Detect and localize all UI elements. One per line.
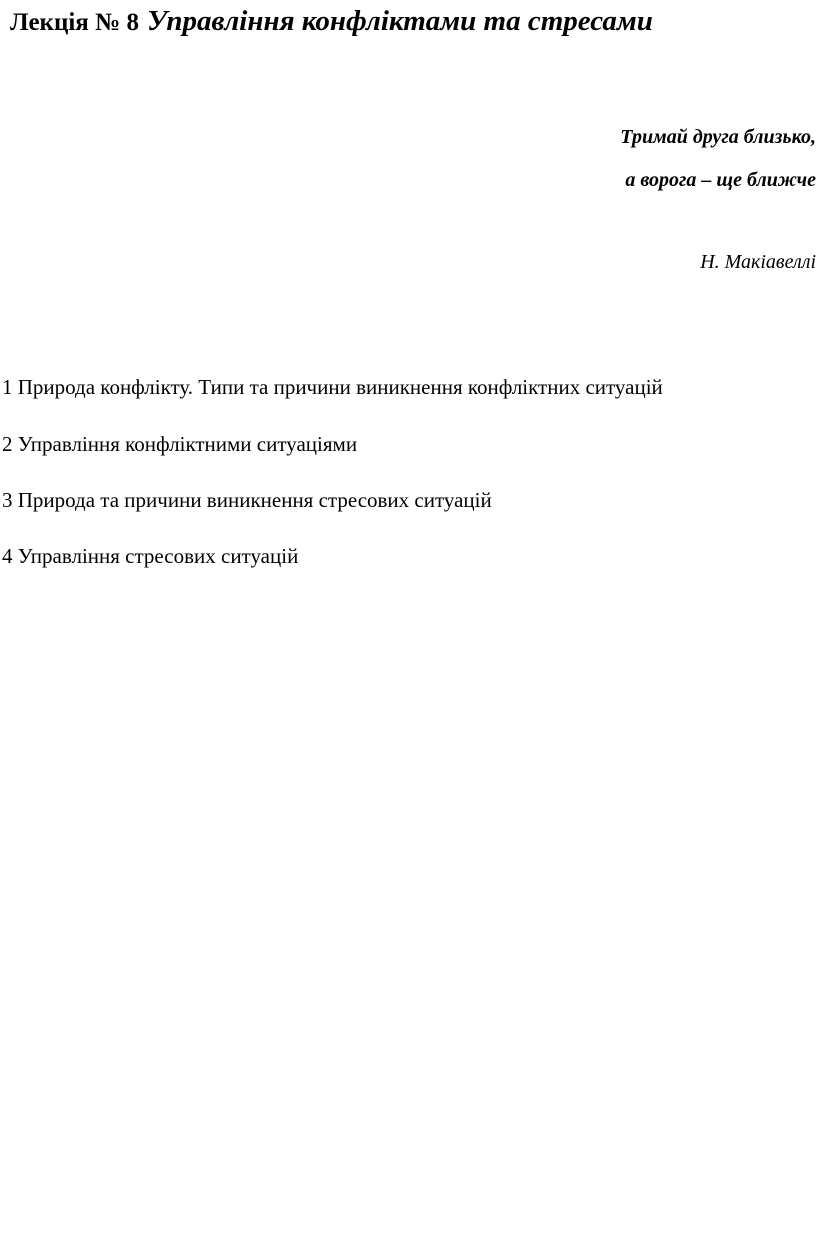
epigraph-author: Н. Макіавеллі (700, 251, 816, 273)
epigraph-line-1: Тримай друга близько, (620, 126, 816, 148)
plan-item-1: 1 Природа конфлікту. Типи та причини виникнення конфліктних ситуацій (2, 375, 663, 399)
epigraph-line-2: а ворога – ще ближче (625, 169, 816, 191)
lecture-title (10, 4, 653, 39)
plan-item-2: 2 Управління конфліктними ситуаціями (2, 432, 358, 456)
lecture-name: Управління конфліктами та стресами (146, 5, 653, 37)
plan-item-4: 4 Управління стресових ситуацій (2, 544, 299, 568)
plan-item-3: 3 Природа та причини виникнення стресових ситуацій (2, 488, 492, 512)
lecture-number: Лекція № 8 (10, 9, 139, 36)
